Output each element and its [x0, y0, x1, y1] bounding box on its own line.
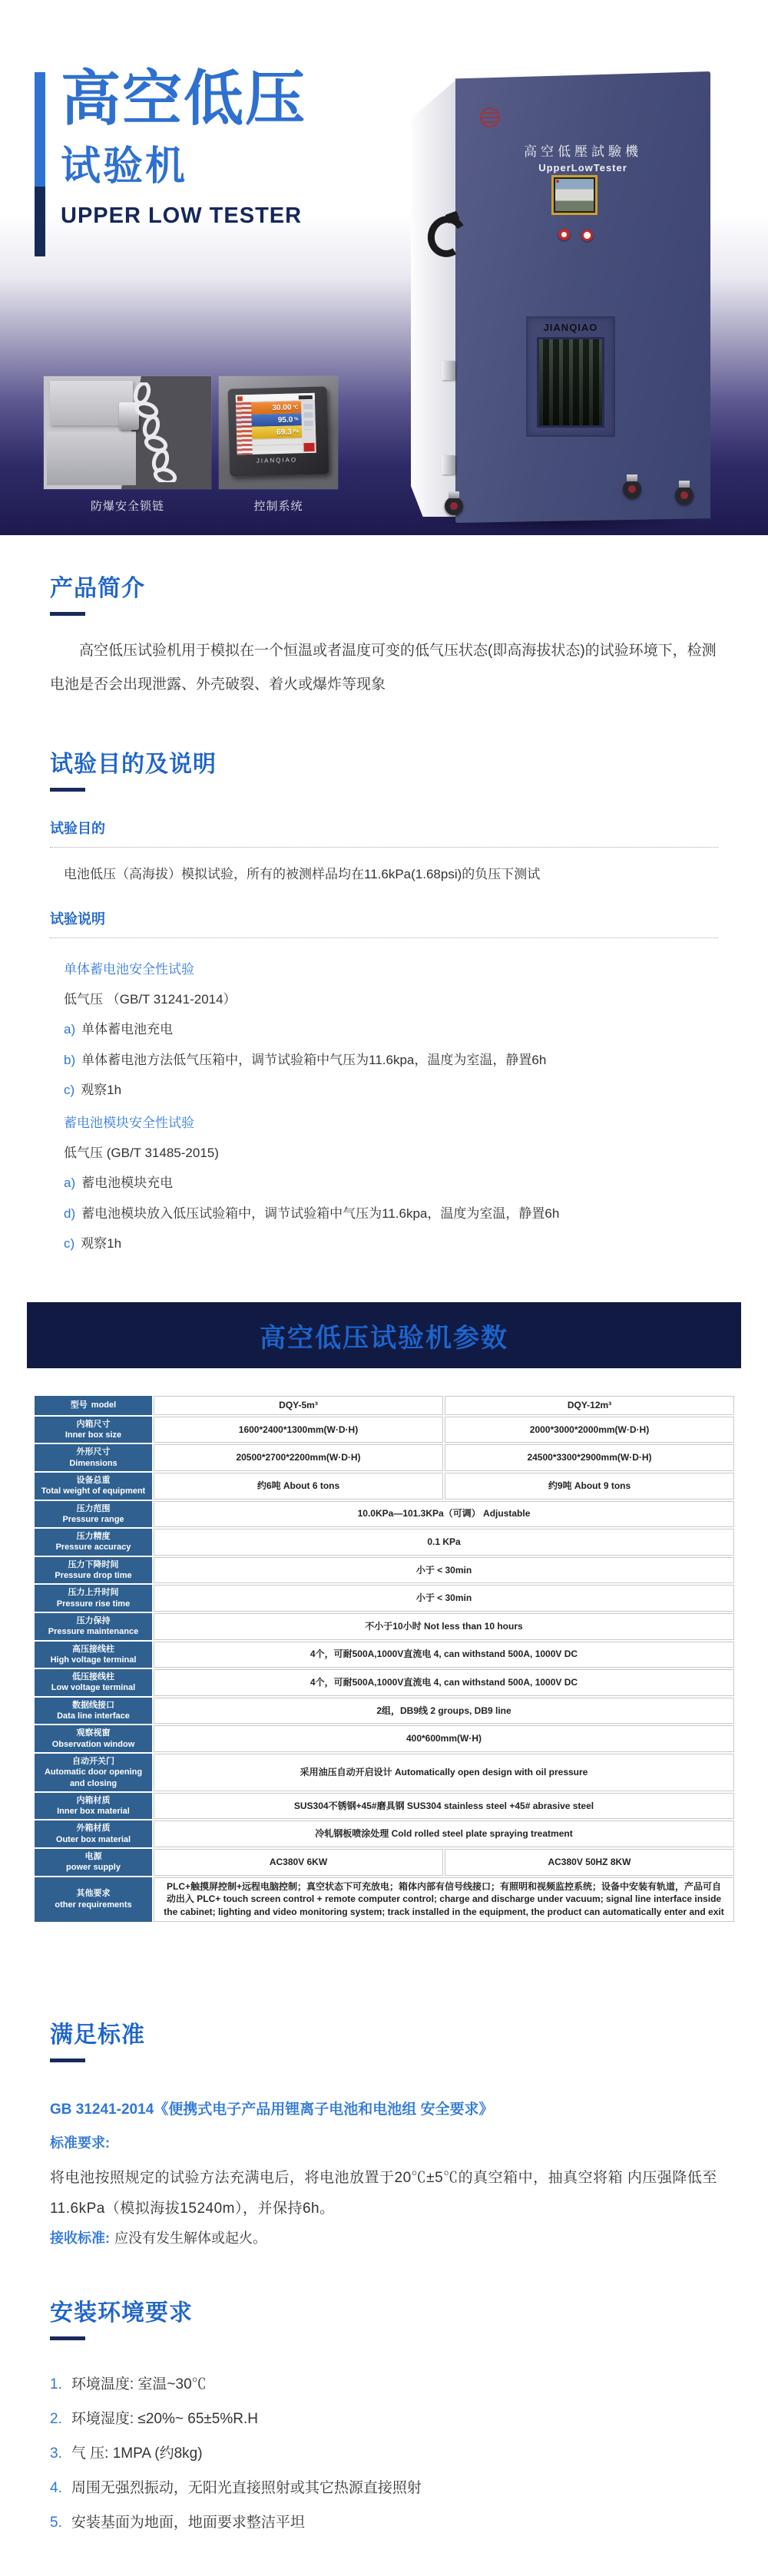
test-block-title: 单体蓄电池安全性试验 [64, 962, 194, 977]
chain-icon [121, 382, 190, 482]
row-header [35, 1473, 152, 1500]
cell-value: 4个，可耐500A,1000V直流电 4, can withstand 500A, 1000V DC [154, 1642, 734, 1668]
hmi-temp-unit: ℃ [293, 405, 299, 410]
list-item [50, 2407, 718, 2428]
table-row [35, 1698, 734, 1724]
row-label-cn: 外形尺寸 [76, 1447, 111, 1457]
row-label-en: Low voltage terminal [51, 1683, 136, 1693]
row-header [35, 1417, 152, 1443]
standard-requirement-body: 将电池按照规定的试验方法充满电后，将电池放置于20℃±5℃的真空箱中，抽真空将箱 内压强降低至11.6kPa（模拟海拔15240m），并保持6h。 [50, 2169, 717, 2217]
row-label-en: other requirements [55, 1900, 132, 1910]
row-label-cn: 高压接线柱 [72, 1644, 114, 1654]
row-label-en: Dimensions [69, 1458, 118, 1468]
page-title-cn-sub: 试验机 [61, 144, 188, 189]
acceptance-label: 接收标准: [50, 2230, 110, 2246]
heading-underline [50, 612, 85, 616]
item-text: 安装基面为地面，地面要求整洁平坦 [71, 2514, 305, 2531]
row-header [35, 1849, 152, 1876]
machine-caster-wheel [623, 480, 641, 498]
machine-button-power [581, 230, 593, 241]
test-step [64, 1205, 718, 1222]
machine-caster-wheel [445, 497, 463, 515]
cell-value: PLC+触摸屏控制+远程电脑控制；真空状态下可充放电；箱体内部有信号线接口；有照明和视频监控系统；设备中安装有轨道，产品可自动出入 PLC+ touch screen control + remote computer control; charge and discharge under vacuum; signal line interface inside the cabinet; lighting and video monitoring system; track installed in the equipment, the product can automatically enter and exit [154, 1877, 734, 1922]
row-header [35, 1557, 152, 1584]
step-label: a) [64, 1022, 76, 1037]
step-text: 蓄电池模块充电 [81, 1176, 174, 1191]
table-row [35, 1725, 734, 1752]
row-label-en: Observation window [51, 1739, 135, 1749]
hmi-pressure-unit: Pa [293, 429, 300, 435]
machine-touchscreen [551, 175, 598, 215]
machine-hinge [442, 361, 455, 380]
row-label-cn: 压力精度 [76, 1532, 111, 1542]
heading-underline [50, 2336, 85, 2340]
table-row [35, 1444, 734, 1471]
test-step [64, 1175, 718, 1191]
hmi-temp-value: 30.00 [272, 403, 292, 412]
step-label: a) [64, 1176, 76, 1191]
row-header [35, 1396, 152, 1415]
row-label-cn: 数据线接口 [72, 1700, 114, 1710]
table-row [35, 1473, 734, 1500]
row-header [35, 1501, 152, 1528]
row-label-cn: 设备总重 [76, 1475, 111, 1485]
heading-underline [50, 2058, 85, 2062]
item-number: 4. [50, 2479, 62, 2496]
cell-value: 10.0KPa—101.3KPa（可调） Adjustable [154, 1501, 734, 1528]
row-label-en: Total weight of equipment [41, 1486, 146, 1496]
row-label-en: Inner box material [57, 1807, 130, 1817]
cell-value: 20500*2700*2200mm(W·D·H) [154, 1444, 443, 1471]
objective-text: 电池低压（高海拔）模拟试验，所有的被测样品均在11.6kPa(1.68psi)的负压下测试 [64, 867, 541, 881]
row-header [35, 1613, 152, 1640]
table-row [35, 1849, 734, 1876]
page-title-en: UPPER LOW TESTER [61, 203, 303, 228]
row-label-en: Pressure accuracy [55, 1543, 131, 1553]
row-label-cn: 外箱材质 [76, 1824, 111, 1834]
machine-brand-text: JIANQIAO [543, 322, 598, 333]
row-label-en: Inner box size [65, 1430, 122, 1440]
table-row [35, 1529, 734, 1556]
machine-nameplate [455, 141, 710, 174]
row-label-en: power supply [66, 1863, 121, 1873]
row-label-en: Data line interface [57, 1711, 130, 1721]
machine-screen-content [555, 179, 594, 211]
table-row [35, 1417, 734, 1443]
step-label: c) [64, 1235, 75, 1251]
row-label-en: Outer box material [55, 1834, 131, 1844]
table-row [35, 1613, 734, 1640]
table-row [35, 1642, 734, 1668]
row-header [35, 1698, 152, 1724]
table-row [35, 1877, 734, 1922]
machine-caster-wheel [675, 486, 694, 504]
row-label-en: model [91, 1400, 117, 1410]
step-text: 观察1h [81, 1235, 122, 1251]
table-row [35, 1585, 734, 1612]
row-label-cn: 压力下降时间 [68, 1559, 119, 1569]
test-step [64, 1235, 718, 1252]
cell-value: 采用油压自动开启设计 Automatically open design with oil pressure [154, 1754, 734, 1791]
cell-model-2: DQY-12m³ [445, 1396, 734, 1415]
step-text: 单体蓄电池方法低气压箱中，调节试验箱中气压为11.6kpa，温度为室温，静置6h [81, 1052, 547, 1067]
machine-label-cn: 高空低壓試驗機 [524, 144, 642, 160]
hmi-screen [236, 393, 316, 455]
feature-photo-safety-chain [44, 376, 211, 489]
heading-underline [50, 788, 85, 792]
item-number: 3. [50, 2445, 62, 2462]
row-header [35, 1642, 152, 1668]
test-standard: 低气压 (GB/T 31485-2015) [64, 1146, 219, 1160]
machine-button-red [558, 229, 570, 240]
step-label: d) [64, 1205, 76, 1221]
machine-label-en: UpperLowTester [538, 162, 627, 174]
subheading-objective: 试验目的 [50, 818, 718, 848]
step-text: 单体蓄电池充电 [81, 1022, 174, 1037]
acceptance-line [50, 2227, 718, 2247]
standard-requirement-label: 标准要求: [50, 2135, 110, 2151]
item-text: 气 压: 1MPA (约8kg) [71, 2445, 203, 2462]
table-row [35, 1396, 734, 1415]
row-label-cn: 自动开关门 [72, 1756, 114, 1766]
item-number: 5. [50, 2514, 62, 2531]
cell-value: 小于 < 30min [154, 1585, 734, 1612]
table-row [35, 1669, 734, 1696]
test-step [64, 1082, 718, 1098]
machine-door-panel [526, 316, 615, 437]
row-label-en: Pressure rise time [56, 1599, 131, 1609]
row-label-cn: 低压接线柱 [72, 1672, 114, 1682]
step-label: c) [64, 1082, 75, 1097]
row-label-en: Pressure drop time [55, 1571, 132, 1581]
row-header [35, 1793, 152, 1820]
standard-gb-reference: GB 31241-2014《便携式电子产品用锂离子电池和电池组 安全要求》 [50, 2101, 494, 2118]
hmi-status-strip [236, 402, 253, 455]
step-label: b) [64, 1052, 76, 1067]
section-heading-standards: 满足标准 [50, 2022, 145, 2048]
cell-value: 冷轧钢板喷涂处理 Cold rolled steel plate spraying treatment [154, 1820, 734, 1847]
cell-value: 小于 < 30min [154, 1557, 734, 1584]
row-label-cn: 内箱尺寸 [76, 1419, 111, 1429]
photo-caption-chain: 防爆安全锁链 [90, 500, 164, 513]
hmi-button-column [301, 401, 316, 453]
cell-value: 400*600mm(W·H) [154, 1725, 734, 1752]
page-title-cn: 高空低压 [61, 64, 307, 132]
machine-hinge [442, 455, 455, 475]
cell-value: AC380V 50HZ 8KW [445, 1849, 734, 1876]
acceptance-text: 应没有发生解体或起火。 [114, 2230, 266, 2246]
row-label-en: Pressure maintenance [48, 1627, 139, 1637]
row-header [35, 1877, 152, 1922]
row-header [35, 1725, 152, 1752]
row-header [35, 1669, 152, 1696]
list-item [50, 2373, 718, 2393]
hmi-device [228, 386, 329, 476]
hmi-brand-text: JIANQIAO [256, 456, 298, 465]
row-header [35, 1820, 152, 1847]
cell-value: 约6吨 About 6 tons [154, 1473, 443, 1500]
spec-table [33, 1394, 736, 1923]
row-label-cn: 电源 [84, 1852, 102, 1861]
intro-paragraph: 高空低压试验机用于模拟在一个恒温或者温度可变的低气压状态(即高海拔状态)的试验环境下，检测电池是否会出现泄露、外壳破裂、着火或爆炸等现象 [50, 643, 717, 693]
item-text: 周围无强烈振动，无阳光直接照射或其它热源直接照射 [71, 2479, 422, 2496]
cell-value: 2组，DB9线 2 groups, DB9 line [154, 1698, 734, 1724]
row-label-en: Automatic door opening and closing [44, 1767, 143, 1788]
cell-value: 24500*3300*2900mm(W·D·H) [445, 1444, 734, 1471]
feature-photo-control-system [219, 376, 338, 489]
row-label-cn: 型号 [70, 1400, 88, 1410]
section-heading-installation: 安装环境要求 [50, 2300, 193, 2326]
row-header [35, 1754, 152, 1791]
hmi-humidity-unit: % [294, 417, 299, 422]
test-standard: 低气压 （GB/T 31241-2014） [64, 992, 237, 1007]
cell-model-1: DQY-5m³ [154, 1396, 443, 1415]
subheading-notes: 试验说明 [50, 908, 718, 938]
row-label-cn: 其他要求 [76, 1889, 111, 1899]
cell-value: AC380V 6KW [154, 1849, 443, 1876]
list-item [50, 2476, 718, 2497]
list-item [50, 2442, 718, 2462]
row-label-cn: 观察视窗 [76, 1728, 111, 1738]
row-header [35, 1444, 152, 1471]
table-row [35, 1754, 734, 1791]
machine-logo-icon [480, 107, 500, 127]
row-label-cn: 压力上升时间 [68, 1588, 119, 1598]
section-heading-purpose: 试验目的及说明 [50, 752, 217, 777]
row-header [35, 1529, 152, 1556]
table-row [35, 1820, 734, 1847]
hero-title-block [35, 64, 307, 229]
table-row [35, 1793, 734, 1820]
step-text: 观察1h [81, 1082, 122, 1097]
item-number: 1. [50, 2376, 62, 2392]
machine-side-panel [411, 79, 457, 517]
table-row [35, 1557, 734, 1584]
section-heading-intro: 产品简介 [50, 576, 145, 601]
machine-screen-logo-dot [556, 180, 559, 183]
cell-value: 0.1 KPa [154, 1529, 734, 1556]
hmi-humidity-value: 95.0 [277, 415, 293, 425]
hmi-pressure-value: 69.3 [276, 428, 292, 437]
cell-value: 2000*3000*2000mm(W·D·H) [445, 1417, 734, 1443]
parameters-banner: 高空低压试验机参数 [27, 1302, 741, 1368]
cell-value: SUS304不锈钢+45#磨具钢 SUS304 stainless steel +45# abrasive steel [154, 1793, 734, 1820]
item-text: 环境温度: 室温~30℃ [71, 2376, 207, 2392]
row-label-en: High voltage terminal [50, 1655, 137, 1665]
test-blocks [50, 958, 718, 1252]
cell-value: 约9吨 About 9 tons [445, 1473, 734, 1500]
test-step [64, 1021, 718, 1037]
row-label-en: Pressure range [62, 1514, 124, 1524]
row-label-cn: 压力保持 [76, 1615, 111, 1625]
step-text: 蓄电池模块放入低压试验箱中，调节试验箱中气压为11.6kpa，温度为室温，静置6h [81, 1205, 560, 1221]
row-label-cn: 内箱材质 [76, 1795, 111, 1805]
hero-banner [0, 0, 768, 535]
title-accent-bar [35, 72, 45, 256]
cell-value: 不小于10小时 Not less than 10 hours [154, 1613, 734, 1640]
item-number: 2. [50, 2410, 62, 2427]
photo-caption-control: 控制系统 [253, 500, 303, 513]
item-text: 环境湿度: ≤20%~ 65±5%R.H [71, 2410, 258, 2427]
table-row [35, 1501, 734, 1528]
machine-front-panel [455, 71, 710, 523]
row-label-cn: 压力范围 [76, 1503, 111, 1513]
cell-value: 4个，可耐500A,1000V直流电 4, can withstand 500A, 1000V DC [154, 1669, 734, 1696]
test-block-title: 蓄电池模块安全性试验 [64, 1116, 194, 1130]
test-step [64, 1052, 718, 1068]
installation-list [50, 2373, 718, 2576]
machine-photo [411, 65, 710, 526]
cell-value: 1600*2400*1300mm(W·D·H) [154, 1417, 443, 1443]
machine-observation-window [537, 337, 604, 428]
list-item [50, 2511, 718, 2531]
row-header [35, 1585, 152, 1612]
